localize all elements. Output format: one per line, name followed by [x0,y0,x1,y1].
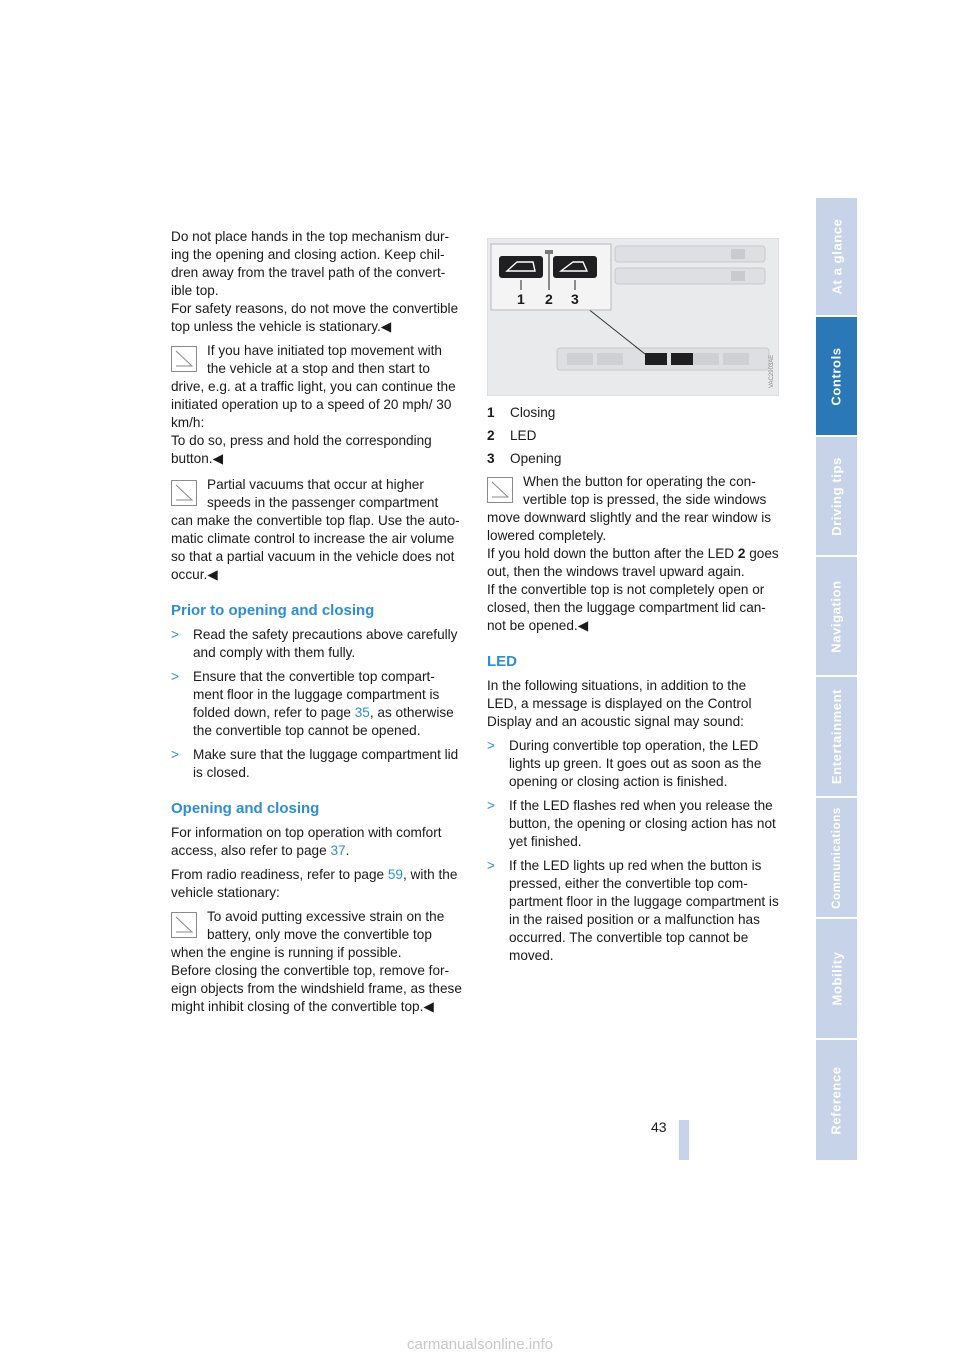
note-text: goes out, then the windows travel upward again. [487,546,779,579]
tab-controls[interactable] [816,317,857,435]
item-label: LED [510,428,537,443]
section-tabs [816,198,857,1160]
note-first-line: When the button for operating the con-vertible top is pressed, the side windows [523,474,767,507]
left-column [171,228,463,1024]
callout-1: 1 [517,291,525,307]
tab-label: At a glance [829,218,844,295]
list-item [487,737,779,791]
figure-code: VAC2903AE [769,354,775,388]
list-item [171,668,463,740]
note-battery-strain [171,908,463,1016]
note-side-windows [487,473,779,635]
note-text: If you hold down the button after the LED [487,546,738,561]
bullet-marker: > [487,738,495,753]
list-item [487,797,779,851]
paragraph-safety: For safety reasons, do not move the convertible top unless the vehicle is stationary.◀ [171,301,459,334]
item-label: Closing [510,405,556,420]
callout-3: 3 [571,291,579,307]
page-link-37[interactable]: 37 [330,843,346,858]
page-link-59[interactable]: 59 [387,867,403,882]
note-rest: drive, e.g. at a traffic light, you can continue the initiated operation up to a speed of 20 mph/ 30 km/h: [171,379,456,430]
note-first-line: Partial vacuums that occur at higher speeds in the passenger compartment [207,477,439,510]
callout-2: 2 [545,291,553,307]
tab-label: Entertainment [829,688,845,785]
page-link-35[interactable]: 35 [354,705,370,720]
heading-prior-opening: Prior to opening and closing [171,602,375,619]
note-partial-vacuum [171,476,463,584]
note-rest: can make the convertible top flap. Use the auto-matic climate control to increase the air volume so that a partial vacuum in the vehicle does not occur.◀ [171,513,460,582]
item-number: 1 [487,405,495,420]
note-triangle-icon [171,480,197,506]
note-triangle-icon [487,477,513,503]
tab-label: Communications [830,806,843,909]
paragraph-hands: Do not place hands in the top mechanism dur-ing the opening and closing action. Keep chil-dren away from the travel path of the convert-ible top. [171,229,450,298]
convertible-top-button-figure [487,238,779,396]
list-item [487,427,779,445]
bullet-marker: > [171,627,179,642]
heading-led: LED [487,653,517,670]
tab-label: Navigation [829,579,844,653]
tab-navigation[interactable] [816,557,857,675]
bullet-text: If the LED lights up red when the button is pressed, either the convertible top com-partment floor in the luggage compartment is in the raised position or a malfunction has occurred. The convertible top cannot be moved. [509,858,779,963]
tab-label: Driving tips [829,456,844,536]
note-rest: move downward slightly and the rear window is lowered completely. [487,510,772,543]
tab-label: Controls [829,346,844,406]
note-second: Before closing the convertible top, remove for-eign objects from the windshield frame, as these might inhibit closing of the convertible top.◀ [171,963,462,1014]
note-rest: when the engine is running if possible. [171,945,402,960]
text: . [345,843,350,858]
list-item [171,746,463,782]
note-triangle-icon [171,912,197,938]
tab-label: Reference [829,1065,844,1135]
bullet-text: If the LED flashes red when you release the button, the opening or closing action has not yet finished. [509,798,776,849]
paragraph-led: In the following situations, in addition to the LED, a message is displayed on the Control Display and an acoustic signal may sound: [487,678,752,729]
item-number: 2 [487,428,495,443]
item-label: Opening [510,451,562,466]
bullet-marker: > [171,747,179,762]
note-drive-continue [171,342,463,468]
text: , with the vehicle stationary: [171,867,458,900]
bullet-text: During convertible top operation, the LED lights up green. It goes out as soon as the opening or closing action is finished. [509,738,762,789]
bullet-marker: > [487,858,495,873]
note-first-line: If you have initiated top movement with the vehicle at a stop and then start to [207,343,442,376]
list-item [487,404,779,422]
tab-reference[interactable] [816,1040,857,1160]
list-item [487,450,779,468]
bullet-text: , as otherwise the convertible top cannot be opened. [193,705,454,738]
list-item [171,626,463,662]
bullet-text: Read the safety precautions above carefully and comply with them fully. [193,627,458,660]
tab-driving-tips[interactable] [816,437,857,555]
page-marker-bar [679,1120,689,1160]
tab-entertainment[interactable] [816,677,857,796]
bullet-marker: > [171,669,179,684]
led-number: 2 [737,546,746,561]
text: From radio readiness, refer to page [171,867,388,882]
note-triangle-icon [171,346,197,372]
watermark: carmanualsonline.info [407,1336,553,1353]
bullet-text: Make sure that the luggage compartment lid is closed. [193,747,459,780]
tab-mobility[interactable] [816,919,857,1038]
page-number: 43 [651,1119,667,1135]
tab-label: Mobility [829,951,844,1006]
note-second: To do so, press and hold the corresponding button.◀ [171,433,432,466]
tab-at-a-glance[interactable] [816,198,857,315]
note-text: If the convertible top is not completely open or closed, then the luggage compartment lid can-not be opened.◀ [487,582,766,633]
heading-opening-closing: Opening and closing [171,800,320,817]
paragraph-comfort-access [171,824,463,860]
tab-communications[interactable] [816,798,857,917]
list-item [487,857,779,965]
bullet-marker: > [487,798,495,813]
item-number: 3 [487,451,495,466]
text: For information on top operation with comfort access, also refer to page [171,825,442,858]
bullet-text: Ensure that the convertible top compart-ment floor in the luggage compartment is folded down, refer to page [193,669,440,720]
right-column [487,404,779,971]
note-first-line: To avoid putting excessive strain on the battery, only move the convertible top [207,909,445,942]
paragraph-radio-readiness [171,866,463,902]
